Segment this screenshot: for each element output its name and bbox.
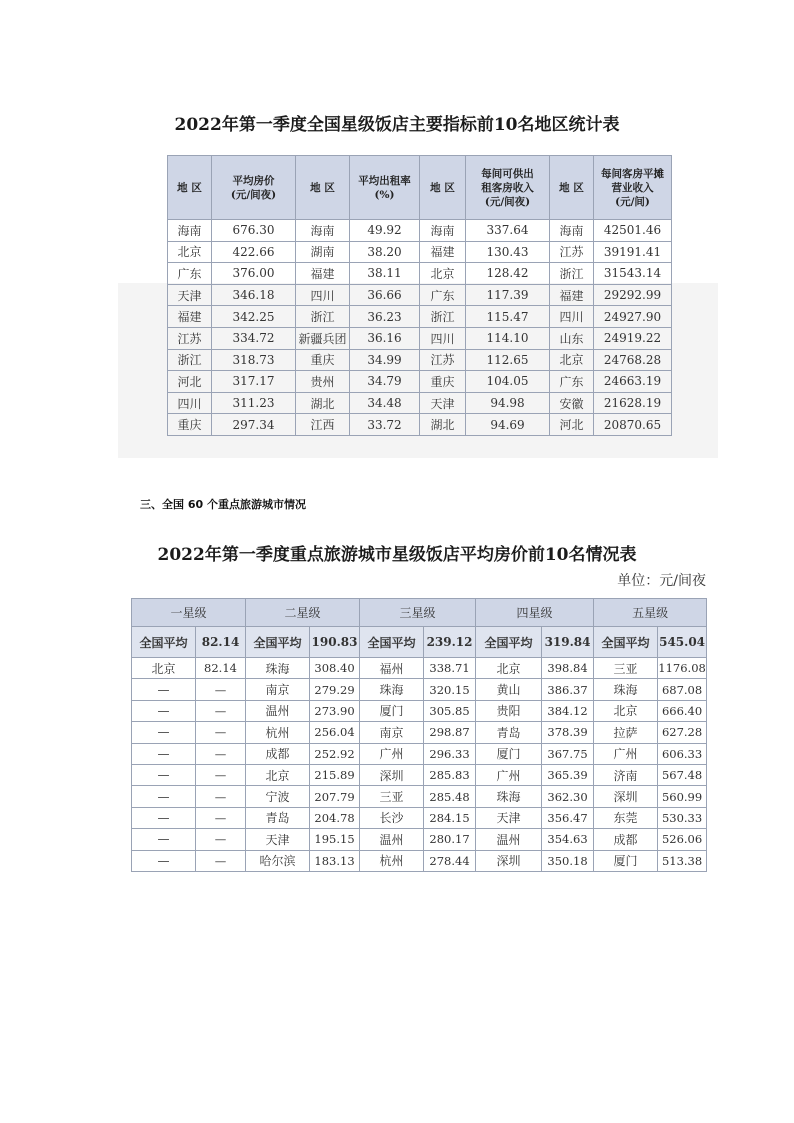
table2-city-cell: 天津 <box>246 829 310 850</box>
table2-price-cell: 386.37 <box>542 679 594 700</box>
table2-city-cell: 哈尔滨 <box>246 850 310 871</box>
table2-average-label: 全国平均 <box>594 627 658 658</box>
table2-city-cell: — <box>132 764 196 785</box>
table2-group-header: 四星级 <box>476 599 594 627</box>
table1-cell: 21628.19 <box>594 392 672 414</box>
table1-cell: 128.42 <box>466 263 550 285</box>
table2-row <box>132 658 707 679</box>
table2-row <box>132 679 707 700</box>
table2-price-cell: — <box>196 786 246 807</box>
table1-cell: 34.79 <box>350 371 420 393</box>
table2-group-header: 三星级 <box>360 599 476 627</box>
table2-city-cell: 深圳 <box>476 850 542 871</box>
table2-city-cell: 青岛 <box>246 807 310 828</box>
table2-price-cell: 279.29 <box>310 679 360 700</box>
table2-city-cell: 福州 <box>360 658 424 679</box>
table1-cell: 376.00 <box>212 263 296 285</box>
table1-cell: 浙江 <box>420 306 466 328</box>
table1-cell: 福建 <box>550 284 594 306</box>
table2-price-cell: 1176.08 <box>658 658 707 679</box>
table1-cell: 湖北 <box>296 392 350 414</box>
table2-price-cell: 285.48 <box>424 786 476 807</box>
table2-city-cell: 厦门 <box>360 700 424 721</box>
table2-price-cell: 378.39 <box>542 722 594 743</box>
table2-city-cell: 杭州 <box>360 850 424 871</box>
tourist-city-price-table <box>131 598 707 872</box>
table2-city-cell: — <box>132 786 196 807</box>
table2-city-cell: 深圳 <box>360 764 424 785</box>
table2-city-cell: 珠海 <box>360 679 424 700</box>
table1-cell: 湖北 <box>420 414 466 436</box>
table1-cell: 四川 <box>550 306 594 328</box>
table2-group-header: 一星级 <box>132 599 246 627</box>
table2-city-cell: 温州 <box>360 829 424 850</box>
table1-cell: 311.23 <box>212 392 296 414</box>
table2-city-cell: 杭州 <box>246 722 310 743</box>
table1-cell: 天津 <box>420 392 466 414</box>
table2-price-cell: 82.14 <box>196 658 246 679</box>
table1-cell: 20870.65 <box>594 414 672 436</box>
table1-cell: 重庆 <box>168 414 212 436</box>
table2-city-cell: — <box>132 829 196 850</box>
table2-city-cell: 宁波 <box>246 786 310 807</box>
table2-city-cell: 广州 <box>360 743 424 764</box>
table1-cell: 海南 <box>296 220 350 242</box>
table2-unit: 单位：元/间夜 <box>617 573 706 589</box>
table2-city-cell: 东莞 <box>594 807 658 828</box>
table2-city-cell: 三亚 <box>360 786 424 807</box>
table1-cell: 四川 <box>296 284 350 306</box>
table1-cell: 346.18 <box>212 284 296 306</box>
table1-header-cell: 平均房价 (元/间夜) <box>212 156 296 220</box>
table1-row <box>168 392 672 414</box>
table2-city-cell: 厦门 <box>594 850 658 871</box>
table2-city-cell: 广州 <box>594 743 658 764</box>
table1-cell: 江苏 <box>550 241 594 263</box>
table2-average-value: 82.14 <box>196 627 246 658</box>
table2-city-cell: 黄山 <box>476 679 542 700</box>
table2-city-cell: 珠海 <box>594 679 658 700</box>
table2-price-cell: 350.18 <box>542 850 594 871</box>
table2-price-cell: 338.71 <box>424 658 476 679</box>
table1-cell: 24768.28 <box>594 349 672 371</box>
table2-city-cell: 北京 <box>132 658 196 679</box>
table1-cell: 福建 <box>420 241 466 263</box>
table2-price-cell: 384.12 <box>542 700 594 721</box>
table1-cell: 广东 <box>550 371 594 393</box>
table1-cell: 新疆兵团 <box>296 327 350 349</box>
table2-city-cell: 青岛 <box>476 722 542 743</box>
table1-cell: 四川 <box>420 327 466 349</box>
table1-cell: 河北 <box>168 371 212 393</box>
table1-cell: 38.11 <box>350 263 420 285</box>
table1-cell: 浙江 <box>296 306 350 328</box>
table1-cell: 104.05 <box>466 371 550 393</box>
table1-cell: 112.65 <box>466 349 550 371</box>
table2-price-cell: — <box>196 850 246 871</box>
table2-price-cell: 356.47 <box>542 807 594 828</box>
table1-header-cell: 地 区 <box>296 156 350 220</box>
table2-average-value: 319.84 <box>542 627 594 658</box>
table2-price-cell: 320.15 <box>424 679 476 700</box>
table2-city-cell: 温州 <box>476 829 542 850</box>
table2-price-cell: 606.33 <box>658 743 707 764</box>
table1-cell: 33.72 <box>350 414 420 436</box>
table1-cell: 29292.99 <box>594 284 672 306</box>
table2-price-cell: 280.17 <box>424 829 476 850</box>
table1-header-cell: 平均出租率 (%) <box>350 156 420 220</box>
table2-price-cell: 195.15 <box>310 829 360 850</box>
table2-price-cell: — <box>196 722 246 743</box>
table2-row <box>132 743 707 764</box>
table2-price-cell: 285.83 <box>424 764 476 785</box>
table1-cell: 36.66 <box>350 284 420 306</box>
table2-average-label: 全国平均 <box>360 627 424 658</box>
table2-price-cell: 273.90 <box>310 700 360 721</box>
table1-cell: 海南 <box>550 220 594 242</box>
table2-row <box>132 786 707 807</box>
table2-city-cell: 天津 <box>476 807 542 828</box>
table1-cell: 34.99 <box>350 349 420 371</box>
table1-cell: 北京 <box>168 241 212 263</box>
table1-cell: 337.64 <box>466 220 550 242</box>
table2-price-cell: — <box>196 743 246 764</box>
table2-city-cell: 北京 <box>594 700 658 721</box>
table1-cell: 福建 <box>296 263 350 285</box>
table1-cell: 94.98 <box>466 392 550 414</box>
table2-price-cell: 252.92 <box>310 743 360 764</box>
table2-average-row <box>132 627 707 658</box>
table1-cell: 天津 <box>168 284 212 306</box>
table1-header-row <box>168 156 672 220</box>
table1-row <box>168 414 672 436</box>
table2-price-cell: — <box>196 807 246 828</box>
table2-city-cell: 北京 <box>246 764 310 785</box>
table2-group-row <box>132 599 707 627</box>
table2-city-cell: 南京 <box>246 679 310 700</box>
table2-price-cell: 305.85 <box>424 700 476 721</box>
table2-group-header: 五星级 <box>594 599 707 627</box>
table2-city-cell: 厦门 <box>476 743 542 764</box>
table2-price-cell: 567.48 <box>658 764 707 785</box>
table2-price-cell: 256.04 <box>310 722 360 743</box>
table2-row <box>132 829 707 850</box>
table1-cell: 江苏 <box>168 327 212 349</box>
table1-row <box>168 327 672 349</box>
table1-cell: 江西 <box>296 414 350 436</box>
table1-cell: 重庆 <box>420 371 466 393</box>
table2-price-cell: 308.40 <box>310 658 360 679</box>
table2-average-value: 545.04 <box>658 627 707 658</box>
table2-price-cell: 687.08 <box>658 679 707 700</box>
table1-cell: 贵州 <box>296 371 350 393</box>
table2-price-cell: 296.33 <box>424 743 476 764</box>
table2-city-cell: 成都 <box>246 743 310 764</box>
table2-city-cell: 广州 <box>476 764 542 785</box>
table1-cell: 422.66 <box>212 241 296 263</box>
table2-price-cell: 560.99 <box>658 786 707 807</box>
table2-row <box>132 764 707 785</box>
table1-row <box>168 371 672 393</box>
section-heading: 三、全国 60 个重点旅游城市情况 <box>140 498 306 511</box>
table1-cell: 318.73 <box>212 349 296 371</box>
table1-row <box>168 306 672 328</box>
table2-average-label: 全国平均 <box>476 627 542 658</box>
table2-price-cell: 367.75 <box>542 743 594 764</box>
table1-cell: 117.39 <box>466 284 550 306</box>
table1-header-cell: 地 区 <box>550 156 594 220</box>
table1-row <box>168 263 672 285</box>
table2-city-cell: 拉萨 <box>594 722 658 743</box>
table1-cell: 广东 <box>420 284 466 306</box>
table1-cell: 浙江 <box>550 263 594 285</box>
table2-row <box>132 850 707 871</box>
hotel-indicators-table <box>167 155 672 436</box>
table1-cell: 38.20 <box>350 241 420 263</box>
table2-title: 2022年第一季度重点旅游城市星级饭店平均房价前10名情况表 <box>157 545 637 565</box>
table1-row <box>168 349 672 371</box>
table1-cell: 安徽 <box>550 392 594 414</box>
table1-header-cell: 地 区 <box>168 156 212 220</box>
table2-city-cell: 深圳 <box>594 786 658 807</box>
table1-cell: 34.48 <box>350 392 420 414</box>
table2-price-cell: — <box>196 829 246 850</box>
table2-average-value: 239.12 <box>424 627 476 658</box>
table1-cell: 江苏 <box>420 349 466 371</box>
table2-row <box>132 722 707 743</box>
table2-average-value: 190.83 <box>310 627 360 658</box>
table2-row <box>132 807 707 828</box>
table2-city-cell: 长沙 <box>360 807 424 828</box>
table1-cell: 334.72 <box>212 327 296 349</box>
table2-price-cell: 627.28 <box>658 722 707 743</box>
table1-cell: 福建 <box>168 306 212 328</box>
table1-cell: 297.34 <box>212 414 296 436</box>
table2-city-cell: 南京 <box>360 722 424 743</box>
table2-city-cell: 三亚 <box>594 658 658 679</box>
table2-price-cell: 278.44 <box>424 850 476 871</box>
table2-price-cell: 365.39 <box>542 764 594 785</box>
table2-city-cell: 贵阳 <box>476 700 542 721</box>
table2-price-cell: 204.78 <box>310 807 360 828</box>
table2-city-cell: 珠海 <box>476 786 542 807</box>
table1-header-cell: 每间客房平摊 营业收入 (元/间) <box>594 156 672 220</box>
table2-average-label: 全国平均 <box>246 627 310 658</box>
table1-cell: 浙江 <box>168 349 212 371</box>
table2-city-cell: — <box>132 743 196 764</box>
table1-cell: 115.47 <box>466 306 550 328</box>
table1-cell: 重庆 <box>296 349 350 371</box>
table1-cell: 北京 <box>550 349 594 371</box>
table1-cell: 39191.41 <box>594 241 672 263</box>
table2-city-cell: — <box>132 807 196 828</box>
table2-price-cell: 298.87 <box>424 722 476 743</box>
table1-row <box>168 284 672 306</box>
table2-price-cell: 513.38 <box>658 850 707 871</box>
table1-row <box>168 220 672 242</box>
table2-price-cell: 398.84 <box>542 658 594 679</box>
table2-price-cell: — <box>196 700 246 721</box>
table1-cell: 四川 <box>168 392 212 414</box>
table1-cell: 海南 <box>420 220 466 242</box>
table2-price-cell: 530.33 <box>658 807 707 828</box>
table1-cell: 676.30 <box>212 220 296 242</box>
table1-cell: 342.25 <box>212 306 296 328</box>
table2-city-cell: 成都 <box>594 829 658 850</box>
table2-price-cell: 215.89 <box>310 764 360 785</box>
table1-cell: 24927.90 <box>594 306 672 328</box>
table1-cell: 42501.46 <box>594 220 672 242</box>
table2-average-label: 全国平均 <box>132 627 196 658</box>
table2-row <box>132 700 707 721</box>
table2-city-cell: — <box>132 722 196 743</box>
table2-city-cell: 温州 <box>246 700 310 721</box>
table2-city-cell: — <box>132 850 196 871</box>
table2-city-cell: — <box>132 679 196 700</box>
table2-price-cell: 526.06 <box>658 829 707 850</box>
table1-cell: 山东 <box>550 327 594 349</box>
table2-city-cell: 珠海 <box>246 658 310 679</box>
table1-cell: 130.43 <box>466 241 550 263</box>
table2-price-cell: 207.79 <box>310 786 360 807</box>
table1-cell: 94.69 <box>466 414 550 436</box>
table2-city-cell: 济南 <box>594 764 658 785</box>
table1-cell: 36.16 <box>350 327 420 349</box>
table1-cell: 114.10 <box>466 327 550 349</box>
table1-cell: 24663.19 <box>594 371 672 393</box>
table2-group-header: 二星级 <box>246 599 360 627</box>
table1-cell: 广东 <box>168 263 212 285</box>
table2-price-cell: 354.63 <box>542 829 594 850</box>
table2-price-cell: 284.15 <box>424 807 476 828</box>
table2-city-cell: 北京 <box>476 658 542 679</box>
table1-cell: 317.17 <box>212 371 296 393</box>
table2-price-cell: — <box>196 679 246 700</box>
table2-price-cell: — <box>196 764 246 785</box>
table1-header-cell: 每间可供出 租客房收入 (元/间夜) <box>466 156 550 220</box>
table2-city-cell: — <box>132 700 196 721</box>
table2-price-cell: 666.40 <box>658 700 707 721</box>
table1-cell: 河北 <box>550 414 594 436</box>
table1-cell: 北京 <box>420 263 466 285</box>
table1-cell: 31543.14 <box>594 263 672 285</box>
table1-header-cell: 地 区 <box>420 156 466 220</box>
table2-price-cell: 362.30 <box>542 786 594 807</box>
table1-cell: 湖南 <box>296 241 350 263</box>
table1-title: 2022年第一季度全国星级饭店主要指标前10名地区统计表 <box>174 115 620 135</box>
table1-cell: 36.23 <box>350 306 420 328</box>
table1-cell: 海南 <box>168 220 212 242</box>
table1-row <box>168 241 672 263</box>
table2-price-cell: 183.13 <box>310 850 360 871</box>
table1-cell: 49.92 <box>350 220 420 242</box>
table1-cell: 24919.22 <box>594 327 672 349</box>
